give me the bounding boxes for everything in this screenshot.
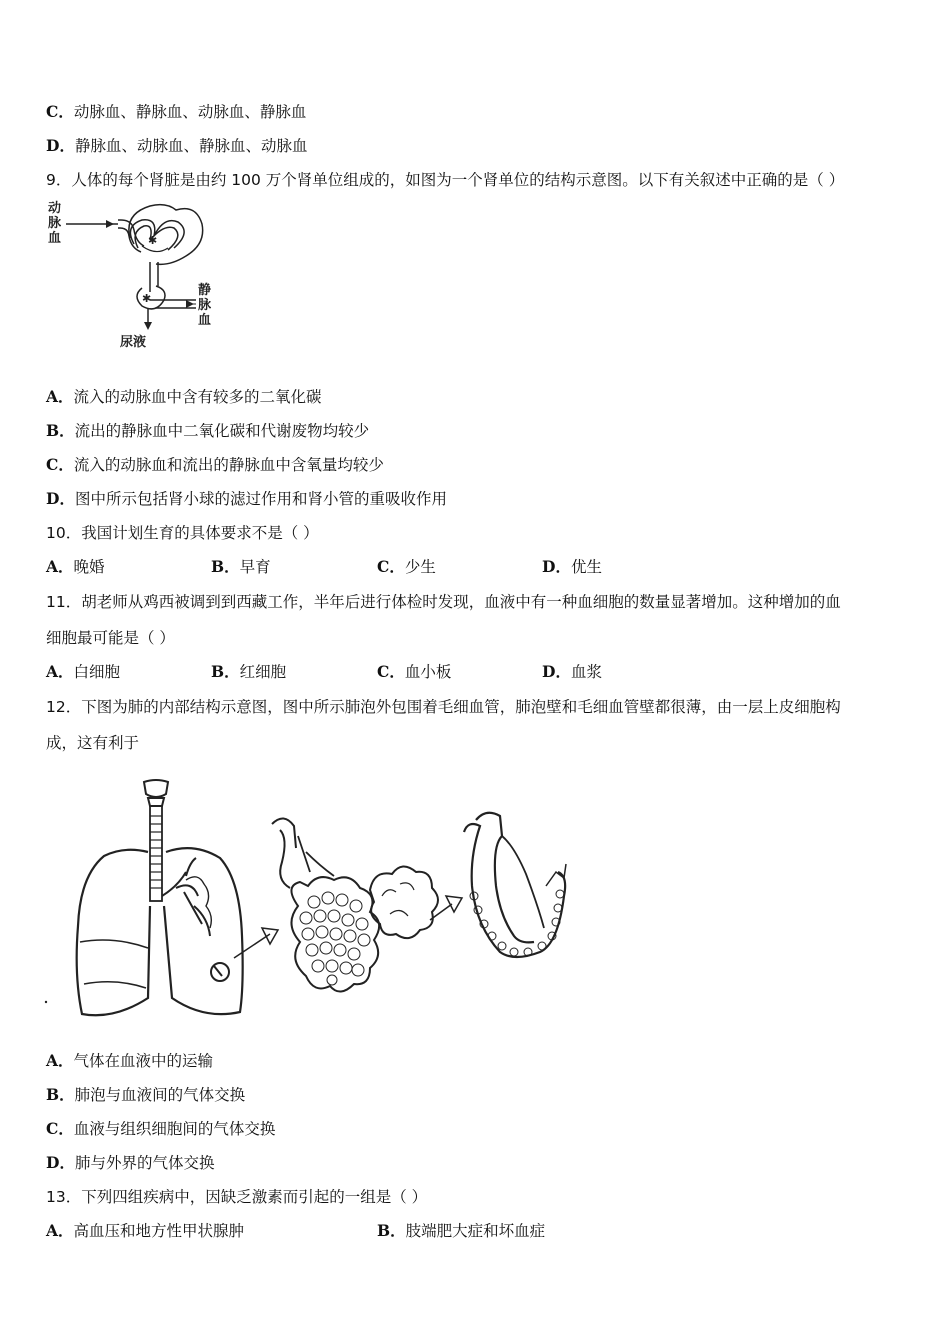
option-label: C．	[377, 662, 405, 681]
q10-option-d	[542, 557, 602, 577]
fig-label-out-1: 静	[198, 283, 212, 298]
q9-option-a	[46, 387, 322, 407]
option-label: B．	[46, 421, 75, 440]
option-label: C．	[46, 102, 74, 121]
option-text: 肺泡与血液间的气体交换	[74, 1086, 246, 1104]
q11-stem-line1: 11．胡老师从鸡西被调到到西藏工作，半年后进行体检时发现，血液中有一种血细胞的数量显著增加。这种增加的血	[46, 593, 841, 611]
q10-option-a	[46, 557, 105, 577]
option-label: B．	[377, 1221, 406, 1240]
option-text: 少生	[404, 558, 436, 576]
q13-stem: 13．下列四组疾病中，因缺乏激素而引起的一组是（ ）	[46, 1188, 428, 1206]
option-label: D．	[542, 662, 571, 681]
q12-option-c	[46, 1119, 275, 1139]
option-label: A．	[46, 1221, 74, 1240]
q13-option-a	[46, 1221, 244, 1241]
q10-stem: 10．我国计划生育的具体要求不是（ ）	[46, 524, 319, 542]
q12-stem-line2: 成，这有利于	[46, 734, 140, 752]
lung-structure-figure	[44, 776, 584, 1026]
nephron-figure	[46, 196, 226, 356]
q11-stem-line2: 细胞最可能是（ ）	[46, 629, 175, 647]
option-text: 早育	[239, 558, 271, 576]
fig-label-out-3: 血	[198, 313, 212, 328]
option-text: 肢端肥大症和坏血症	[405, 1222, 546, 1240]
fig-label-out-2: 脉	[198, 298, 212, 313]
option-text: 血浆	[570, 663, 602, 681]
q9-option-d	[46, 489, 447, 509]
option-text: 流入的动脉血和流出的静脉血中含氧量均较少	[73, 456, 384, 474]
option-label: B．	[46, 1085, 75, 1104]
fig-label-in-2: 脉	[48, 216, 62, 231]
q10-options	[46, 557, 666, 577]
svg-text:✱: ✱	[142, 292, 152, 305]
option-label: A．	[46, 387, 74, 406]
q12-option-a	[46, 1051, 213, 1071]
q12-option-d	[46, 1153, 214, 1173]
option-text: 血小板	[404, 663, 452, 681]
option-label: D．	[46, 136, 75, 155]
option-label: D．	[46, 489, 75, 508]
q8-option-d	[46, 136, 307, 156]
option-label: B．	[211, 557, 240, 576]
option-text: 流入的动脉血中含有较多的二氧化碳	[73, 388, 322, 406]
q11-option-d	[542, 662, 602, 682]
option-text: 晚婚	[73, 558, 105, 576]
q8-option-c	[46, 102, 306, 122]
option-text: 图中所示包括肾小球的滤过作用和肾小管的重吸收作用	[74, 490, 447, 508]
q9-option-c	[46, 455, 384, 475]
option-label: A．	[46, 662, 74, 681]
option-text: 动脉血、静脉血、动脉血、静脉血	[73, 103, 307, 121]
q12-stem-line1: 12．下图为肺的内部结构示意图，图中所示肺泡外包围着毛细血管，肺泡壁和毛细血管壁都很薄，由一层上皮细胞构	[46, 698, 841, 716]
q10-option-c	[377, 557, 436, 577]
option-text: 白细胞	[73, 663, 121, 681]
option-label: B．	[211, 662, 240, 681]
q9-stem: 9．人体的每个肾脏是由约 100 万个肾单位组成的，如图为一个肾单位的结构示意图。以下有关叙述中正确的是（ ）	[46, 171, 845, 189]
option-label: C．	[377, 557, 405, 576]
option-text: 优生	[570, 558, 602, 576]
option-text: 肺与外界的气体交换	[74, 1154, 215, 1172]
q10-option-b	[211, 557, 271, 577]
q11-options	[46, 662, 666, 682]
q9-option-b	[46, 421, 369, 441]
q11-option-a	[46, 662, 120, 682]
q11-option-b	[211, 662, 286, 682]
q13-options	[46, 1221, 666, 1241]
q12-option-b	[46, 1085, 245, 1105]
option-text: 血液与组织细胞间的气体交换	[73, 1120, 276, 1138]
fig-label-in-3: 血	[48, 231, 62, 246]
option-label: D．	[46, 1153, 75, 1172]
q11-option-c	[377, 662, 451, 682]
q13-option-b	[377, 1221, 545, 1241]
option-text: 静脉血、动脉血、静脉血、动脉血	[74, 137, 308, 155]
option-label: C．	[46, 1119, 74, 1138]
option-label: D．	[542, 557, 571, 576]
option-label: A．	[46, 1051, 74, 1070]
option-text: 高血压和地方性甲状腺肿	[73, 1222, 245, 1240]
option-label: A．	[46, 557, 74, 576]
svg-text:✱: ✱	[148, 234, 158, 247]
fig-label-urine: 尿液	[120, 335, 147, 350]
option-label: C．	[46, 455, 74, 474]
option-text: 气体在血液中的运输	[73, 1052, 214, 1070]
option-text: 流出的静脉血中二氧化碳和代谢废物均较少	[74, 422, 370, 440]
option-text: 红细胞	[239, 663, 287, 681]
fig-label-in-1: 动	[48, 201, 62, 216]
